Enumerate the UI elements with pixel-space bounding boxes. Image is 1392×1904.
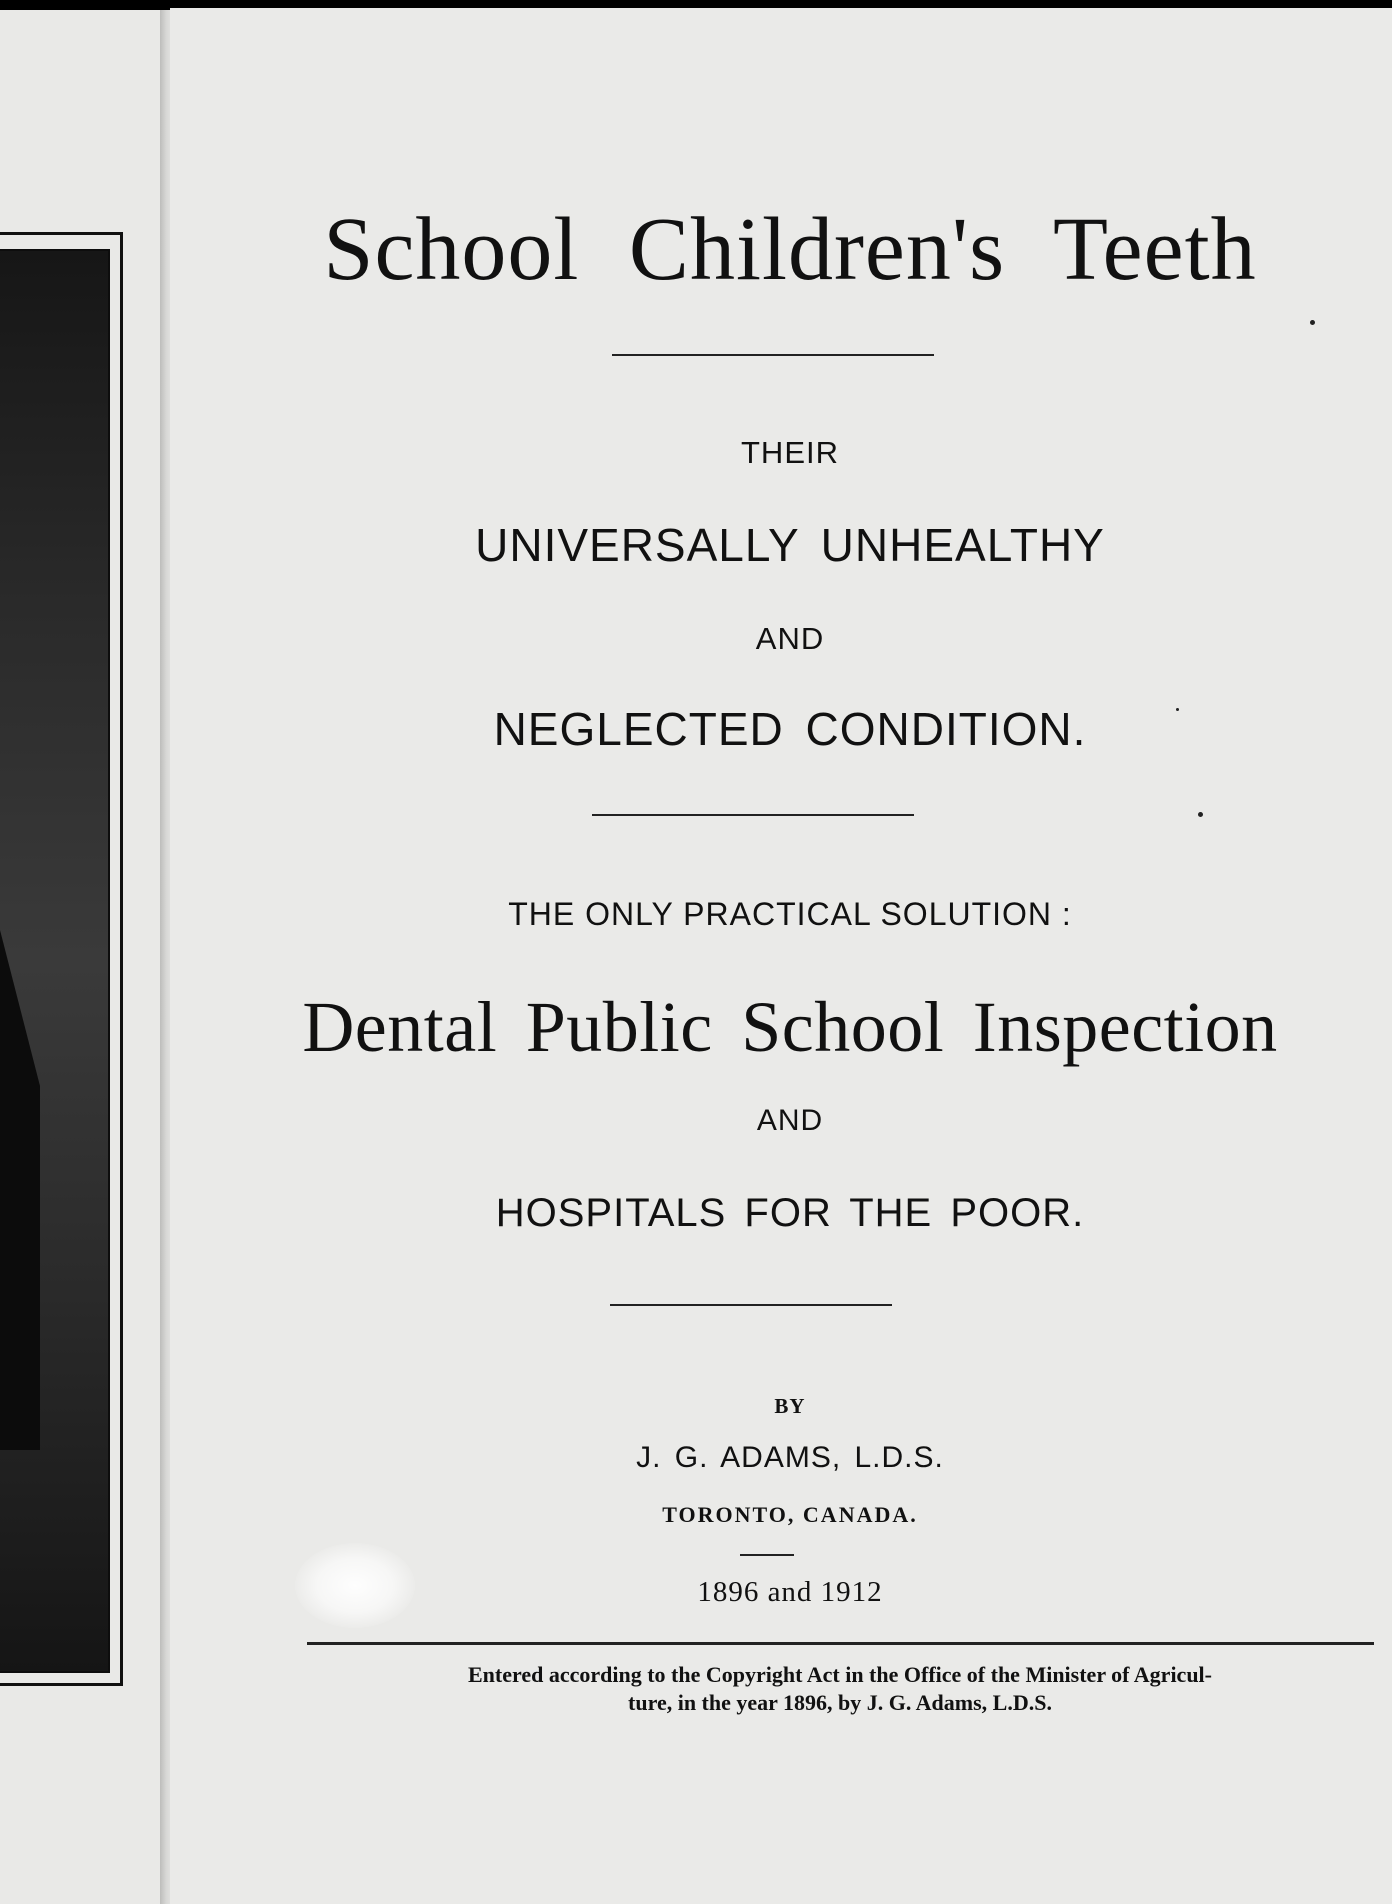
rule-divider <box>754 1304 892 1306</box>
rule-divider-short <box>740 1554 794 1556</box>
paper-speck <box>1310 320 1315 325</box>
rule-divider-full <box>307 1642 1374 1645</box>
author-name: J. G. ADAMS, L.D.S. <box>636 1441 944 1474</box>
solution-conjunction: AND <box>756 1104 824 1137</box>
author-location: TORONTO, CANADA. <box>662 1502 918 1527</box>
rule-divider <box>612 354 934 356</box>
byline-label: BY <box>774 1394 806 1418</box>
paper-speck <box>1176 708 1179 711</box>
main-title: School Children's Teeth <box>323 200 1257 299</box>
subtitle-line: THEIR <box>741 435 839 470</box>
copyright-notice-line: ture, in the year 1896, by J. G. Adams, L.D.S. <box>628 1690 1052 1715</box>
subtitle-line: AND <box>755 621 825 656</box>
subtitle-line: NEGLECTED CONDITION. <box>493 703 1087 755</box>
rule-divider <box>610 1304 754 1306</box>
frontispiece-portrait <box>0 249 110 1673</box>
frontispiece-plate-frame <box>0 232 123 1686</box>
solution-intro: THE ONLY PRACTICAL SOLUTION : <box>508 896 1072 932</box>
solution-title: Dental Public School Inspection <box>302 987 1278 1067</box>
title-page <box>170 8 1392 1904</box>
solution-line: HOSPITALS FOR THE POOR. <box>495 1191 1085 1235</box>
paper-blemish <box>295 1543 415 1628</box>
paper-speck <box>1198 812 1203 817</box>
copyright-notice-line: Entered according to the Copyright Act in the Office of the Minister of Agricul- <box>467 1662 1212 1687</box>
facing-page <box>0 10 165 1904</box>
subtitle-line: UNIVERSALLY UNHEALTHY <box>475 519 1105 571</box>
rule-divider <box>592 814 914 816</box>
publication-years: 1896 and 1912 <box>697 1576 883 1608</box>
